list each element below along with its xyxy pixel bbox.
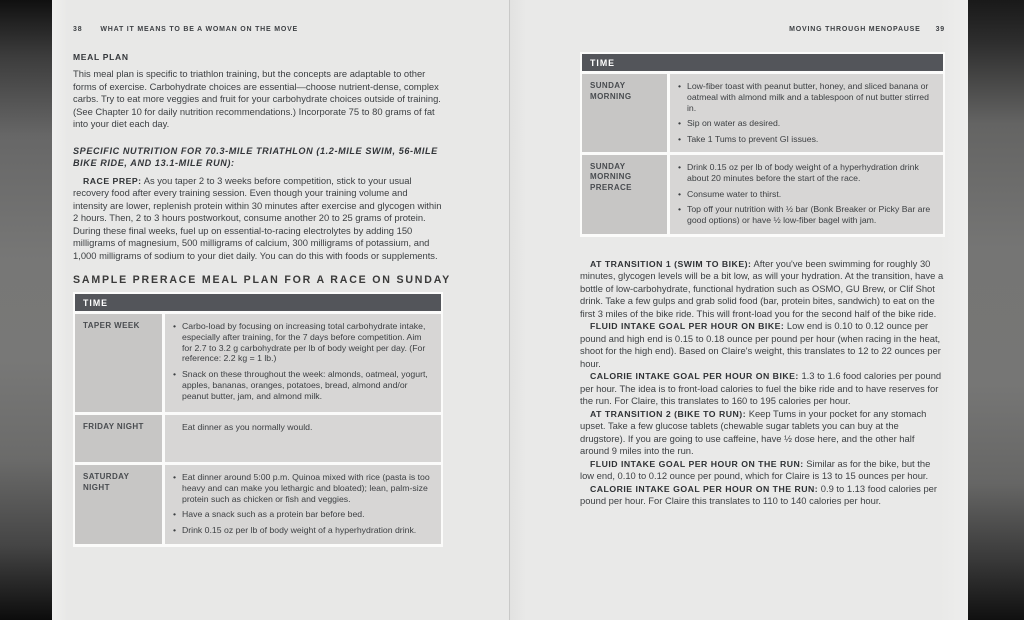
running-head-left [73, 26, 443, 33]
row-label: SATURDAY NIGHT [75, 465, 162, 544]
meal-table-left [73, 292, 443, 547]
intro-paragraph: This meal plan is specific to triathlon training, but the concepts are adaptable to other forms of exercise. Carbohydrate choices are essential—choose nutrient-dense, complex carbs. Try to eat more veggies and fruit for your carbohydrate choices outside of training. (See Chapter 10 for daily nutrition recommendations.) Incorporate 75 to 80 grams of fat into your diet each day. [73, 68, 441, 129]
bullet-item [678, 204, 933, 226]
race-day-guidance [580, 258, 945, 508]
paragraph-text: After you've been swimming for roughly 30 minutes, glycogen levels will be a bit low, as will your hydration. At the transition, have a bottle of low-carbohydrate, functional hydration such as OSMO, GU Brew, or Clif Shot drink. Take a few gulps and grab solid food (bar, protein bites, sandwich) to eat on the first 3 miles of the bike ride. This will front-load you for the second half of the bike ride. [580, 257, 944, 319]
table-header-label: TIME [590, 57, 616, 68]
paragraph-transition-2 [580, 408, 945, 458]
bullet-marker: • [173, 509, 177, 520]
specific-nutrition-heading: SPECIFIC NUTRITION FOR 70.3-MILE TRIATHLON (1.2-MILE SWIM, 56-MILE BIKE RIDE, AND 13.1-MILE RUN): [73, 145, 438, 168]
table-row-sunday-morning-prerace [582, 155, 943, 234]
bullet-text: Carbo-load by focusing on increasing total carbohydrate intake, especially after training, for the 7 days before competition. Aim for 2.7 to 3.2 g carbohydrate per lb of body weight per day. (For reference: 2.2 kg = 1 lb.) [182, 321, 426, 364]
bullet-text: Low-fiber toast with peanut butter, honey, and sliced banana or oatmeal with almond milk and a tablespoon of nut butter stirred in. [687, 81, 929, 113]
bullet-marker: • [678, 188, 682, 199]
table-row-sunday-morning [582, 74, 943, 152]
bullet-text: Sip on water as desired. [687, 118, 781, 129]
bullet-marker: • [678, 161, 682, 172]
page-left [52, 0, 510, 620]
paragraph-fluid-bike [580, 320, 945, 370]
table-header-left [75, 294, 441, 311]
page-right [510, 0, 968, 620]
paragraph-lead: CALORIE INTAKE GOAL PER HOUR ON BIKE: [590, 371, 799, 382]
paragraph-text: Similar as for the bike, but the low end, 0.10 to 0.12 ounce per pound, which for Claire is 13 to 15 ounces per hour. [580, 457, 931, 482]
paragraph-text: Low end is 0.10 to 0.12 ounce per pound and high end is 0.15 to 0.18 ounce per pound per hour (when racing in the heat, shoot for the high end). Based on Claire's weight, this translates to 12 to 22 ounces per hour. [580, 320, 941, 369]
bullet-text: Drink 0.15 oz per lb of body weight of a hyperhydration drink about 20 minutes before the start of the race. [687, 161, 919, 183]
bullet-text: Have a snack such as a protein bar before bed. [182, 509, 365, 520]
bullet-text: Eat dinner around 5:00 p.m. Quinoa mixed with rice (pasta is too heavy and can make you lethargic and bloated); lean, palm-size protein such as chicken or fish and veggies. [182, 472, 430, 504]
table-header-label: TIME [83, 297, 109, 308]
running-head-right [580, 26, 945, 33]
meal-plan-heading: MEAL PLAN [73, 52, 129, 62]
bullet-marker: • [173, 321, 177, 331]
row-content [670, 74, 943, 152]
paragraph-calorie-bike [580, 370, 945, 408]
bullet-marker: • [173, 472, 177, 482]
bullet-item [678, 81, 933, 113]
race-prep-lead: RACE PREP: [83, 175, 142, 186]
running-head-title-left: WHAT IT MEANS TO BE A WOMAN ON THE MOVE [100, 26, 299, 33]
bullet-item [173, 321, 431, 364]
bullet-marker: • [678, 81, 682, 91]
row-label: SUNDAY MORNING [582, 74, 667, 152]
paragraph-lead: FLUID INTAKE GOAL PER HOUR ON BIKE: [590, 321, 785, 332]
table-row-friday-night [75, 415, 441, 462]
page-number-right: 39 [935, 26, 945, 33]
row-content [670, 155, 943, 234]
table-row-saturday-night [75, 465, 441, 544]
bullet-item [678, 118, 933, 129]
paragraph-fluid-run [580, 458, 945, 483]
row-label: FRIDAY NIGHT [75, 415, 162, 462]
bullet-item [678, 134, 933, 145]
bullet-item [173, 509, 431, 520]
row-content [165, 314, 441, 412]
table-header-right [582, 54, 943, 71]
bullet-text: Take 1 Tums to prevent GI issues. [687, 134, 819, 145]
bullet-item [678, 162, 933, 184]
row-label: TAPER WEEK [75, 314, 162, 412]
bullet-marker: • [678, 118, 682, 129]
bullet-item [678, 189, 933, 200]
bullet-marker: • [678, 134, 682, 145]
bullet-text: Consume water to thirst. [687, 188, 782, 199]
bullet-text: Snack on these throughout the week: almonds, oatmeal, yogurt, apples, bananas, oranges, potatoes, bread, almond and/or peanut butter, jam, and almond milk. [182, 369, 428, 401]
paragraph-text: Keep Tums in your pocket for any stomach upset. Take a few glucose tablets (chewable sugar tablets you can buy at the drugstore). If you are going to use caffeine, have ½ dose here, and the other half around 9 miles into the run. [580, 407, 927, 457]
bullet-text: Top off your nutrition with ½ bar (Bonk Breaker or Picky Bar are good options) or have ½ low-fiber bagel with jam. [687, 204, 931, 226]
book-edge-left [0, 0, 52, 620]
bullet-item [173, 472, 431, 504]
running-head-title-right: MOVING THROUGH MENOPAUSE [789, 26, 921, 33]
page-number-left: 38 [73, 26, 83, 33]
race-prep-paragraph [73, 175, 443, 263]
bullet-marker: • [173, 525, 177, 536]
bullet-marker: • [173, 369, 177, 380]
row-label: SUNDAY MORNING PRERACE [582, 155, 667, 234]
row-content [165, 465, 441, 544]
paragraph-text: 0.9 to 1.13 food calories per pound per hour. For Claire this translates to 110 to 140 calories per hour. [580, 482, 938, 507]
race-prep-text: As you taper 2 to 3 weeks before competition, stick to your usual recovery food after every training session. Even though your training volume and intensity are lower, replenish protein within 30 minutes after exercise and glycogen within 2 hours. Then, 2 to 3 hours postworkout, consume another 20 to 25 grams of protein. During these final weeks, fuel up on essential-to-racing electrolytes by adding 150 milligrams of magnesium, 500 milligrams of calcium, 300 milligrams of potassium, and 1,000 milligrams of sodium to your diet daily. You can do this with foods or supplements. [73, 174, 442, 261]
bullet-marker: • [678, 204, 682, 215]
book-edge-right [968, 0, 1024, 620]
paragraph-lead: AT TRANSITION 1 (SWIM TO BIKE): [590, 258, 752, 269]
prerace-table-title: SAMPLE PRERACE MEAL PLAN FOR A RACE ON SUNDAY [73, 274, 452, 286]
bullet-item [173, 525, 431, 536]
paragraph-lead: FLUID INTAKE GOAL PER HOUR ON THE RUN: [590, 458, 804, 469]
paragraph-lead: CALORIE INTAKE GOAL PER HOUR ON THE RUN: [590, 483, 819, 494]
paragraph-lead: AT TRANSITION 2 (BIKE TO RUN): [590, 408, 747, 419]
paragraph-text: 1.3 to 1.6 food calories per pound per hour. The idea is to front-load calories to fuel the bike ride and to have reserves for the run. For Claire, this translates to 160 to 195 calories per hour. [580, 370, 942, 407]
table-row-taper-week [75, 314, 441, 412]
row-content [165, 415, 441, 462]
paragraph-transition-1 [580, 258, 945, 321]
bullet-item [173, 369, 431, 401]
bullet-text: Drink 0.15 oz per lb of body weight of a hyperhydration drink. [182, 525, 417, 536]
row-text: Eat dinner as you normally would. [182, 422, 313, 432]
paragraph-calorie-run [580, 483, 945, 508]
meal-table-right [580, 52, 945, 237]
